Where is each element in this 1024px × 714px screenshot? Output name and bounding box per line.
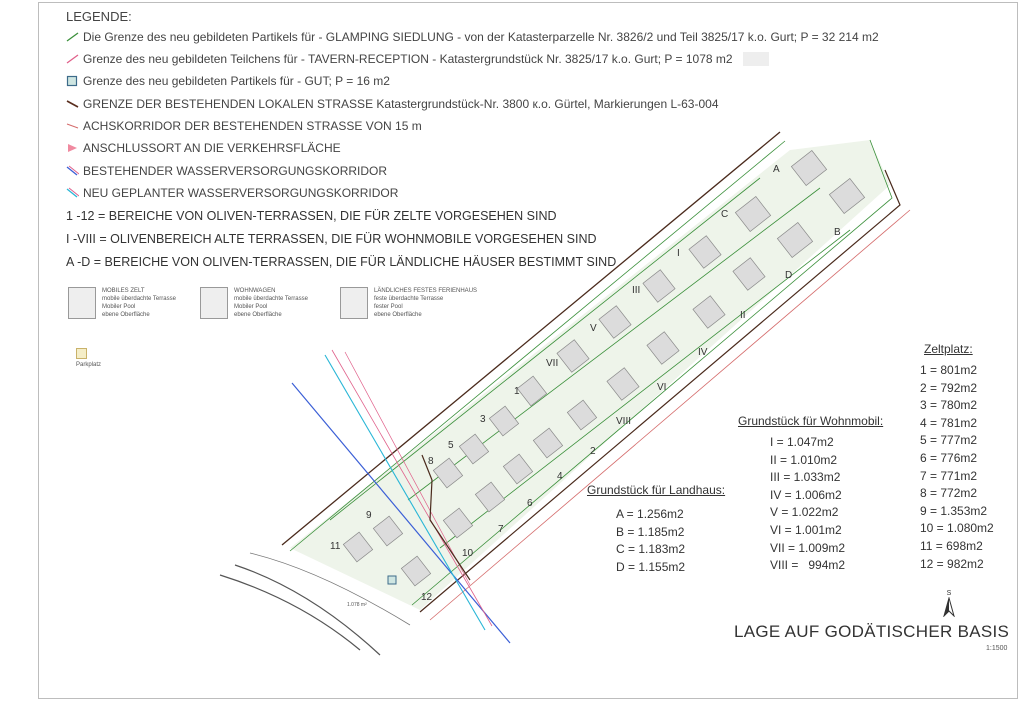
plot-label-vi: VI: [657, 382, 667, 393]
type-name: LÄNDLICHES FESTES FERIENHAUS: [374, 288, 478, 294]
area-label: 1.078 m²: [347, 602, 367, 608]
legend-item-label: Grenze des neu gebildeten Teilchens für - TAVERN-RECEPTION - Katastergrundstück Nr. 3825/17 k.o. Gurt; P = 1078 m2: [83, 52, 733, 66]
plot-label-c: C: [721, 209, 729, 220]
plot-label-iii: III: [632, 285, 641, 296]
zone-houses: A -D = BEREICHE VON OLIVEN-TERRASSEN, DIE FÜR LÄNDLICHE HÄUSER BESTIMMT SIND: [66, 255, 617, 269]
legend-item-label: NEU GEPLANTER WASSERVERSORGUNGSKORRIDOR: [83, 186, 399, 200]
wohnmobil-row: IV = 1.006m2: [770, 487, 842, 502]
plot-label-3: 3: [480, 414, 486, 425]
plot-label-v: V: [590, 323, 597, 334]
type-line: mobile überdachte Terrasse: [102, 296, 176, 302]
plot-label-ii: II: [740, 310, 746, 321]
legend-item-label: BESTEHENDER WASSERVERSORGUNGSKORRIDOR: [83, 164, 388, 178]
legend-title: LEGENDE:: [66, 9, 132, 24]
type-line: ebene Oberfläche: [234, 312, 282, 318]
type-line: mobile überdachte Terrasse: [234, 296, 308, 302]
plot-label-4: 4: [557, 471, 563, 482]
wohnmobil-row: III = 1.033m2: [770, 470, 841, 485]
legend-item-label: ACHSKORRIDOR DER BESTEHENDEN STRASSE VON 15 m: [83, 119, 422, 133]
legend-item-label: ANSCHLUSSORT AN DIE VERKEHRSFLÄCHE: [83, 141, 341, 155]
zone-campers: I -VIII = OLIVENBEREICH ALTE TERRASSEN, DIE FÜR WOHNMOBILE VORGESEHEN SIND: [66, 232, 597, 246]
plot-label-vii: VII: [546, 358, 559, 369]
wohnmobil-row: VII = 1.009m2: [770, 540, 846, 555]
gut-parcel: [388, 576, 396, 584]
wohnmobil-list: [770, 434, 845, 575]
zeltplatz-row: 7 = 771m2: [920, 468, 978, 483]
type-line: ebene Oberfläche: [102, 312, 150, 318]
zeltplatz-row: 2 = 792m2: [920, 380, 978, 395]
type-line: fester Pool: [374, 304, 403, 310]
wohnmobil-row: V = 1.022m2: [770, 505, 839, 520]
plot-label-11: 11: [330, 541, 341, 552]
landhaus-title: Grundstück für Landhaus:: [587, 483, 726, 497]
zeltplatz-row: 1 = 801m2: [920, 363, 978, 377]
parking-label: Parkplatz: [76, 362, 102, 368]
plot-label-10: 10: [462, 548, 474, 559]
plot-label-1: 1: [514, 386, 520, 397]
wohnmobil-row: II = 1.010m2: [770, 452, 838, 467]
wohnmobil-title: Grundstück für Wohnmobil:: [738, 414, 884, 428]
scale-label: 1:1500: [986, 645, 1008, 652]
plot-label-9: 9: [366, 510, 372, 521]
north-arrow-icon: [942, 597, 956, 617]
legend-item-label: GRENZE DER BESTEHENDEN LOKALEN STRASSE Katastergrundstück-Nr. 3800 к.о. Gürtel, Markierungen L-63-004: [83, 97, 719, 111]
legend-item-label: Die Grenze des neu gebildeten Partikels für - GLAMPING SIEDLUNG - von der Katasterparzelle Nr. 3826/2 und Teil 3825/17 k.o. Gurt; P = 32 214 m2: [83, 30, 879, 44]
zeltplatz-row: 12 = 982m2: [920, 556, 984, 571]
plot-label-b: B: [834, 227, 841, 238]
type-name: WOHNWAGEN: [234, 288, 276, 294]
plot-label-5: 5: [448, 440, 454, 451]
plot-label-8: 8: [428, 456, 434, 467]
drawing-title: LAGE AUF GODÄTISCHER BASIS: [734, 622, 1010, 641]
wohnmobil-row: VI = 1.001m2: [770, 522, 842, 537]
landhaus-row: B = 1.185m2: [616, 524, 685, 539]
zone-tents: 1 -12 = BEREICHE VON OLIVEN-TERRASSEN, DIE FÜR ZELTE VORGESEHEN SIND: [66, 209, 557, 223]
plot-label-iv: IV: [698, 347, 708, 358]
plot-label-6: 6: [527, 498, 533, 509]
zeltplatz-list: [920, 362, 994, 573]
landhaus-list: [616, 506, 685, 576]
plot-label-12: 12: [421, 592, 433, 603]
north-arrow: [942, 590, 956, 619]
landhaus-row: C = 1.183m2: [616, 542, 686, 557]
zeltplatz-title: Zeltplatz:: [924, 342, 973, 356]
plot-label-i: I: [677, 248, 680, 259]
zeltplatz-row: 5 = 777m2: [920, 433, 978, 448]
landhaus-row: A = 1.256m2: [616, 507, 684, 521]
plot-label-viii: VIII: [616, 416, 632, 427]
zeltplatz-row: 3 = 780m2: [920, 398, 978, 413]
landhaus-row: D = 1.155m2: [616, 559, 686, 574]
legend-item-label: Grenze des neu gebildeten Partikels für - GUT; P = 16 m2: [83, 74, 390, 88]
wohnmobil-row: I = 1.047m2: [770, 435, 834, 449]
plot-label-7: 7: [498, 524, 504, 535]
type-line: ebene Oberfläche: [374, 312, 422, 318]
plot-label-d: D: [785, 270, 793, 281]
zeltplatz-row: 4 = 781m2: [920, 415, 978, 430]
zeltplatz-row: 10 = 1.080m2: [920, 521, 994, 536]
zeltplatz-row: 6 = 776m2: [920, 450, 978, 465]
zeltplatz-row: 11 = 698m2: [920, 538, 983, 553]
plot-label-2: 2: [590, 446, 596, 457]
north-label: S: [946, 590, 952, 597]
wohnmobil-row: VIII = 994m2: [770, 558, 846, 573]
type-line: feste überdachte Terrasse: [374, 296, 444, 302]
zeltplatz-row: 8 = 772m2: [920, 486, 978, 501]
type-line: Mobiler Pool: [102, 304, 136, 310]
type-line: Mobiler Pool: [234, 304, 268, 310]
type-name: MOBILES ZELT: [102, 288, 145, 294]
plot-label-a: A: [773, 164, 780, 175]
zeltplatz-row: 9 = 1.353m2: [920, 503, 988, 518]
